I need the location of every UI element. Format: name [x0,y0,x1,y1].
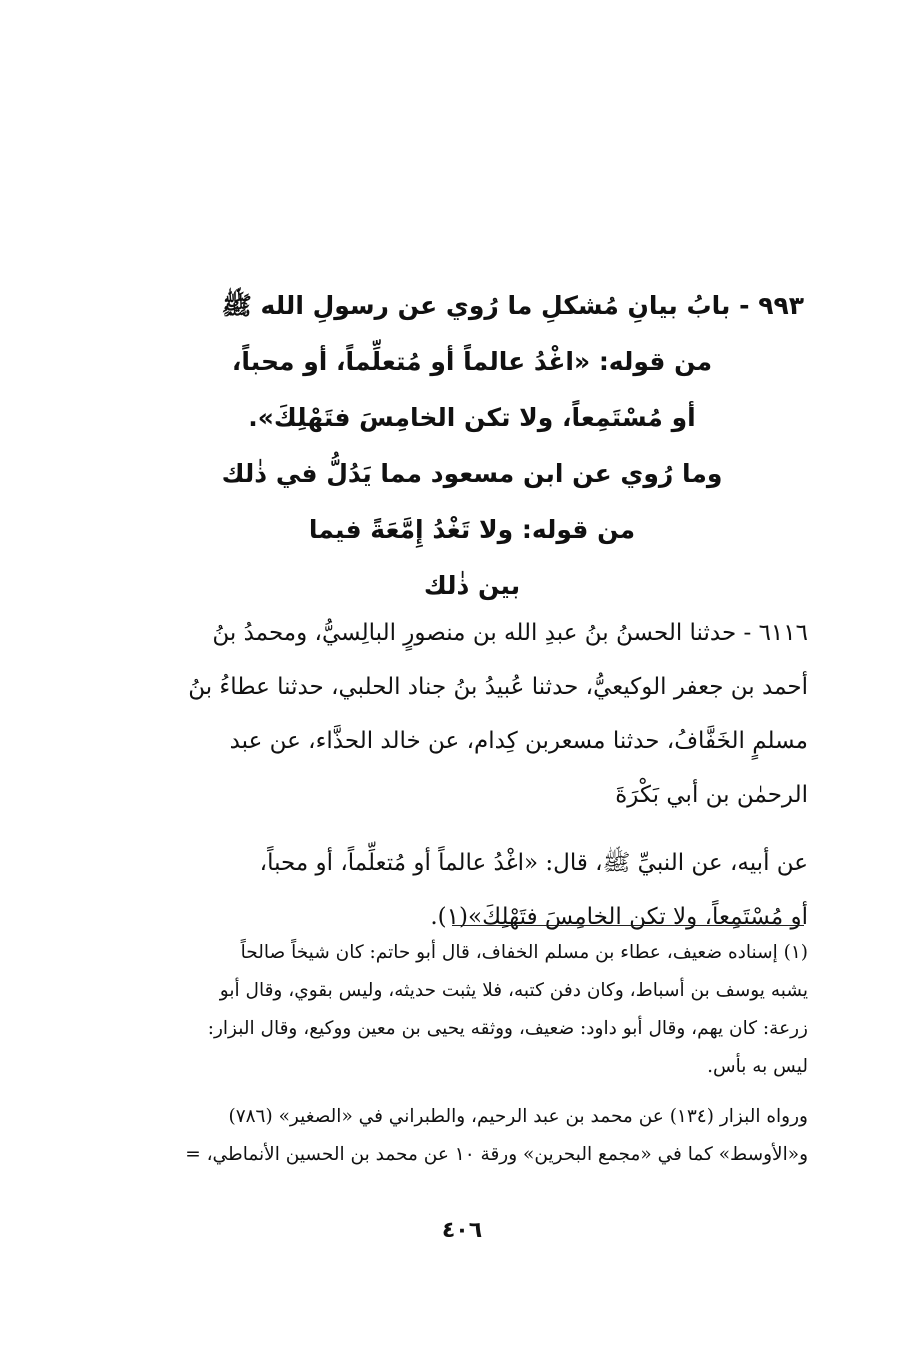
chapter-heading-line: من قوله: «اغْدُ عالماً أو مُتعلِّماً، أو محباً، [231,347,713,376]
hadith-line: الرحمٰن بن أبي بَكْرَةَ [615,782,808,808]
footnote-line: ورواه البزار (١٣٤) عن محمد بن عبد الرحيم، والطبراني في «الصغير» (٧٨٦) [228,1106,808,1127]
chapter-heading-line: ٩٩٣ - بابُ بيانِ مُشكلِ ما رُوي عن رسولِ الله ﷺ [221,291,804,320]
footnote-line: (١) إسناده ضعيف، عطاء بن مسلم الخفاف، قال أبو حاتم: كان شيخاً صالحاً [240,942,808,963]
footnote-line: زرعة: كان يهم، وقال أبو داود: ضعيف، ووثقه يحيى بن معين ووكيع، وقال البزار: [207,1018,808,1039]
chapter-heading [140,278,804,614]
footnote-line: يشبه يوسف بن أسباط، وكان دفن كتبه، فلا يثبت حديثه، وليس بقوي، وقال أبو [219,980,808,1001]
chapter-heading-line: أو مُسْتَمِعاً، ولا تكن الخامِسَ فتَهْلِكَ». [248,403,696,432]
hadith-line: أو مُسْتَمِعاً، ولا تكن الخامِسَ فتَهْلِكَ»(١). [430,904,808,930]
hadith-line: أحمد بن جعفر الوكيعيُّ، حدثنا عُبيدُ بنُ جناد الحلبي، حدثنا عطاءُ بنُ [188,674,808,700]
chapter-heading-line: وما رُوي عن ابن مسعود مما يَدُلُّ في ذٰلك [221,459,723,488]
hadith-isnad-paragraph [96,606,808,822]
hadith-matn-paragraph [96,836,808,944]
hadith-text [96,606,808,944]
hadith-line: مسلمٍ الخَفَّافُ، حدثنا مسعربن كِدام، عن خالد الحذَّاء، عن عبد [229,728,808,754]
footnote-separator [452,925,804,926]
footnotes [96,934,808,1174]
hadith-line: عن أبيه، عن النبيِّ ﷺ، قال: «اغْدُ عالماً أو مُتعلِّماً، أو محباً، [259,850,808,876]
hadith-line: ٦١١٦ - حدثنا الحسنُ بنُ عبدِ الله بن منصورٍ البالِسيُّ، ومحمدُ بنُ [212,620,808,646]
chapter-heading-line: من قوله: ولا تَغْدُ إِمَّعَةً فيما [308,515,636,544]
footnote-line: و«الأوسط» كما في «مجمع البحرين» ورقة ١٠ عن محمد بن الحسين الأنماطي، = [185,1144,808,1165]
footnote-line: ليس به بأس. [707,1056,808,1077]
chapter-heading-line: بين ذٰلك [423,571,521,600]
footnote-paragraph [96,1098,808,1174]
page-number: ٤٠٦ [441,1218,483,1243]
footnote-paragraph [96,934,808,1086]
